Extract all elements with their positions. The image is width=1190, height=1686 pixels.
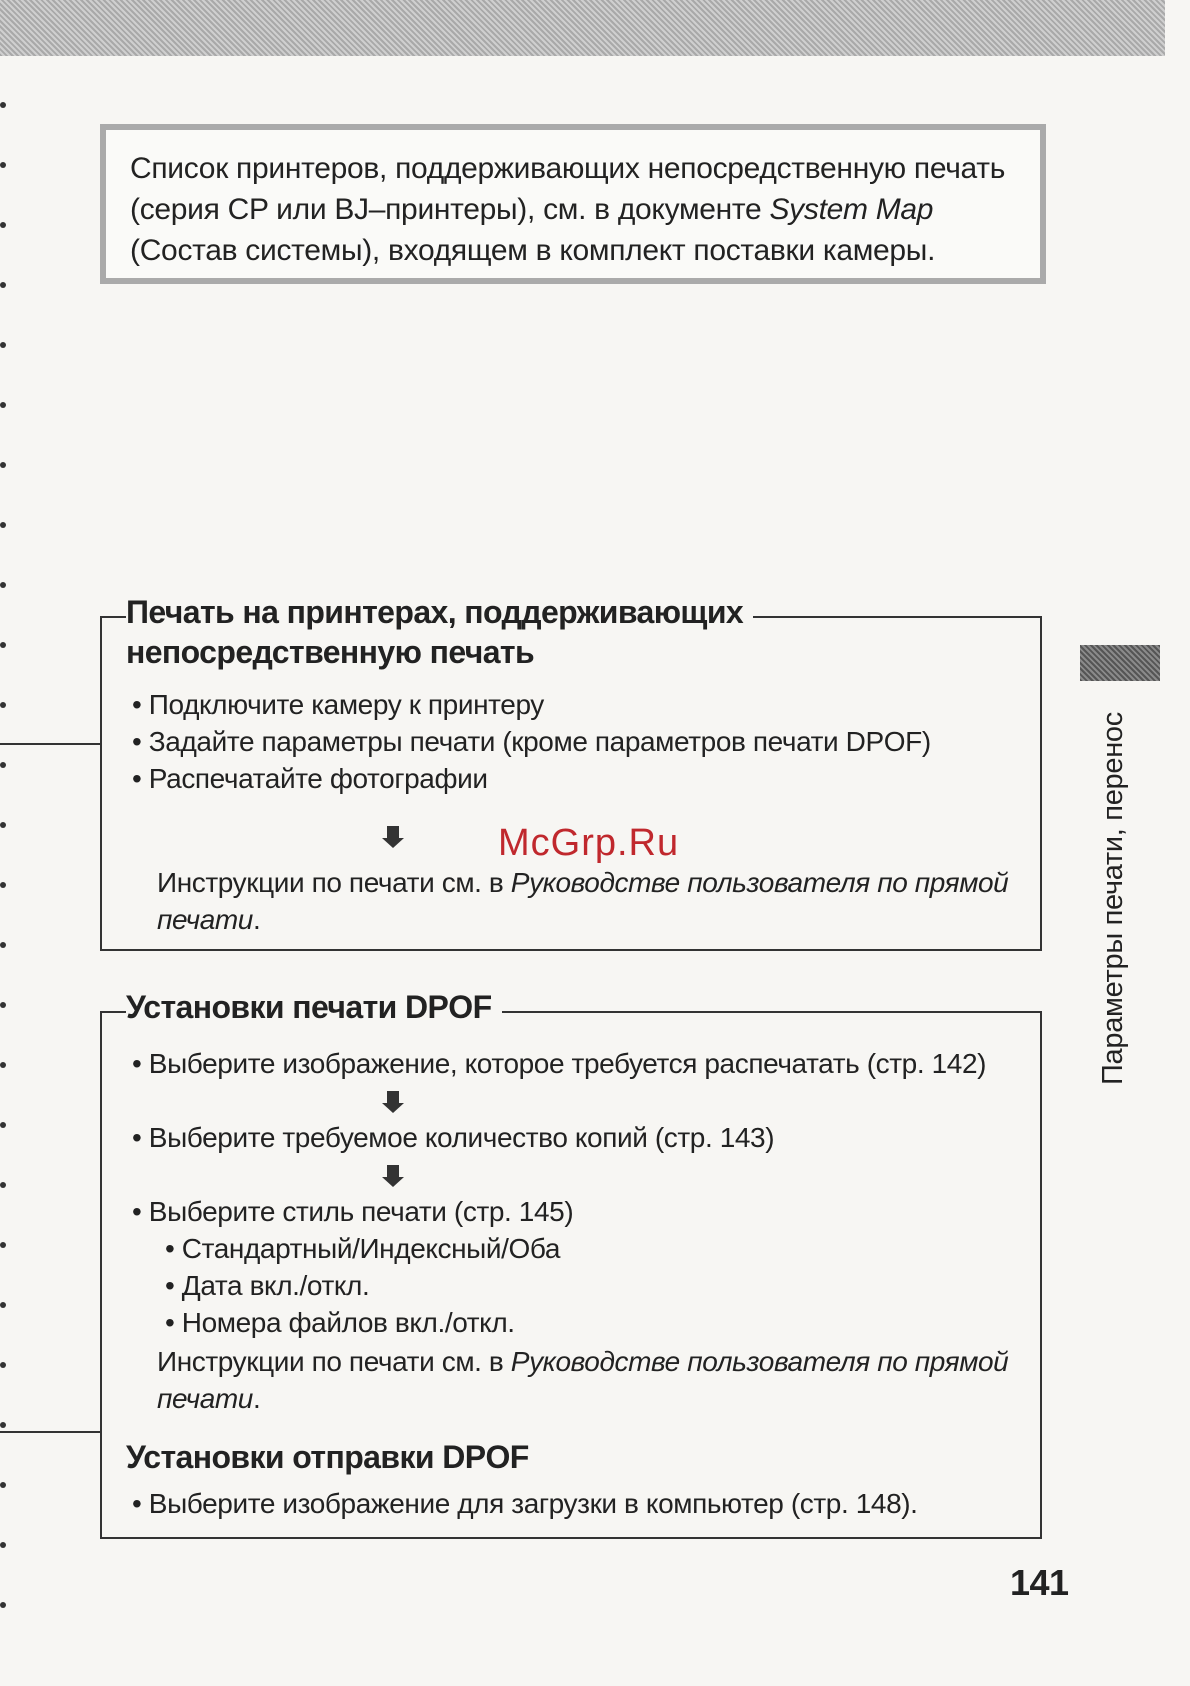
binding-dot xyxy=(0,822,6,828)
direct-print-item: • Распечатайте фотографии xyxy=(132,760,488,797)
binding-dot xyxy=(0,642,6,648)
binding-dot xyxy=(0,882,6,888)
direct-print-panel xyxy=(100,594,1042,951)
binding-dot xyxy=(0,1242,6,1248)
dpof-step-2: • Выберите требуемое количество копий (стр. 143) xyxy=(132,1119,774,1156)
dpof-print-title: Установки печати DPOF xyxy=(126,987,502,1027)
reference-manual-title-end: печати xyxy=(157,1383,253,1414)
reference-manual-title: Руководстве пользователя по прямой xyxy=(510,867,1009,898)
print-style-option: • Дата вкл./откл. xyxy=(165,1267,369,1304)
binding-dot xyxy=(0,1062,6,1068)
binding-dot xyxy=(0,1542,6,1548)
reference-period: . xyxy=(252,1383,261,1414)
reference-manual-title-end: печати xyxy=(157,904,253,935)
direct-print-title-line-2: непосредственную печать xyxy=(126,634,535,670)
binding-dot xyxy=(0,582,6,588)
page-number: 141 xyxy=(1010,1562,1069,1603)
binding-dot xyxy=(0,1362,6,1368)
reference-text: Инструкции по печати см. в xyxy=(157,1346,511,1377)
direct-print-reference xyxy=(157,864,1008,901)
direct-print-reference-cont xyxy=(157,901,260,938)
connector-line xyxy=(0,1431,100,1433)
dpof-settings-panel xyxy=(100,989,1042,1539)
binding-dot xyxy=(0,1122,6,1128)
chapter-tab-marker xyxy=(1080,645,1160,681)
reference-period: . xyxy=(252,904,261,935)
down-arrow-icon xyxy=(382,826,404,848)
note-doc-title: System Map xyxy=(769,193,934,226)
dpof-step-3: • Выберите стиль печати (стр. 145) xyxy=(132,1193,573,1230)
printer-list-note xyxy=(100,124,1046,284)
dpof-reference-cont xyxy=(157,1380,260,1417)
binding-dot xyxy=(0,702,6,708)
direct-print-title-line-1: Печать на принтерах, поддерживающих xyxy=(126,594,744,630)
binding-dot xyxy=(0,102,6,108)
note-line-3: (Состав системы), входящем в комплект поставки камеры. xyxy=(130,234,936,267)
binding-dot xyxy=(0,1002,6,1008)
binding-dot xyxy=(0,1302,6,1308)
print-style-option: • Стандартный/Индексный/Оба xyxy=(165,1230,560,1267)
binding-dot xyxy=(0,1482,6,1488)
binding-dot xyxy=(0,282,6,288)
note-line-2 xyxy=(130,189,1020,230)
chapter-side-label: Параметры печати, перенос xyxy=(1097,712,1129,1085)
binding-dot xyxy=(0,522,6,528)
direct-print-title xyxy=(126,592,753,672)
binding-dots xyxy=(0,56,8,1686)
note-line-2-text: (серия CP или BJ–принтеры), см. в документе xyxy=(130,193,770,226)
binding-dot xyxy=(0,402,6,408)
connector-line xyxy=(0,743,100,745)
note-line-1: Список принтеров, поддерживающих непосредственную печать xyxy=(130,152,1006,185)
watermark: McGrp.Ru xyxy=(498,822,680,864)
binding-dot xyxy=(0,342,6,348)
reference-text: Инструкции по печати см. в xyxy=(157,867,511,898)
dpof-step-1: • Выберите изображение, которое требуется распечатать (стр. 142) xyxy=(132,1045,986,1082)
binding-dot xyxy=(0,942,6,948)
top-header-band xyxy=(0,0,1165,56)
down-arrow-icon xyxy=(382,1091,404,1113)
binding-dot xyxy=(0,1602,6,1608)
binding-dot xyxy=(0,1182,6,1188)
binding-dot xyxy=(0,162,6,168)
direct-print-item: • Подключите камеру к принтеру xyxy=(132,686,544,723)
binding-dot xyxy=(0,1422,6,1428)
dpof-transfer-item: • Выберите изображение для загрузки в компьютер (стр. 148). xyxy=(132,1485,918,1522)
down-arrow-icon xyxy=(382,1165,404,1187)
binding-dot xyxy=(0,222,6,228)
binding-dot xyxy=(0,762,6,768)
direct-print-item: • Задайте параметры печати (кроме параметров печати DPOF) xyxy=(132,723,931,760)
dpof-reference xyxy=(157,1343,1008,1380)
binding-dot xyxy=(0,462,6,468)
reference-manual-title: Руководстве пользователя по прямой xyxy=(510,1346,1009,1377)
print-style-option: • Номера файлов вкл./откл. xyxy=(165,1304,515,1341)
dpof-transfer-title: Установки отправки DPOF xyxy=(126,1437,539,1477)
